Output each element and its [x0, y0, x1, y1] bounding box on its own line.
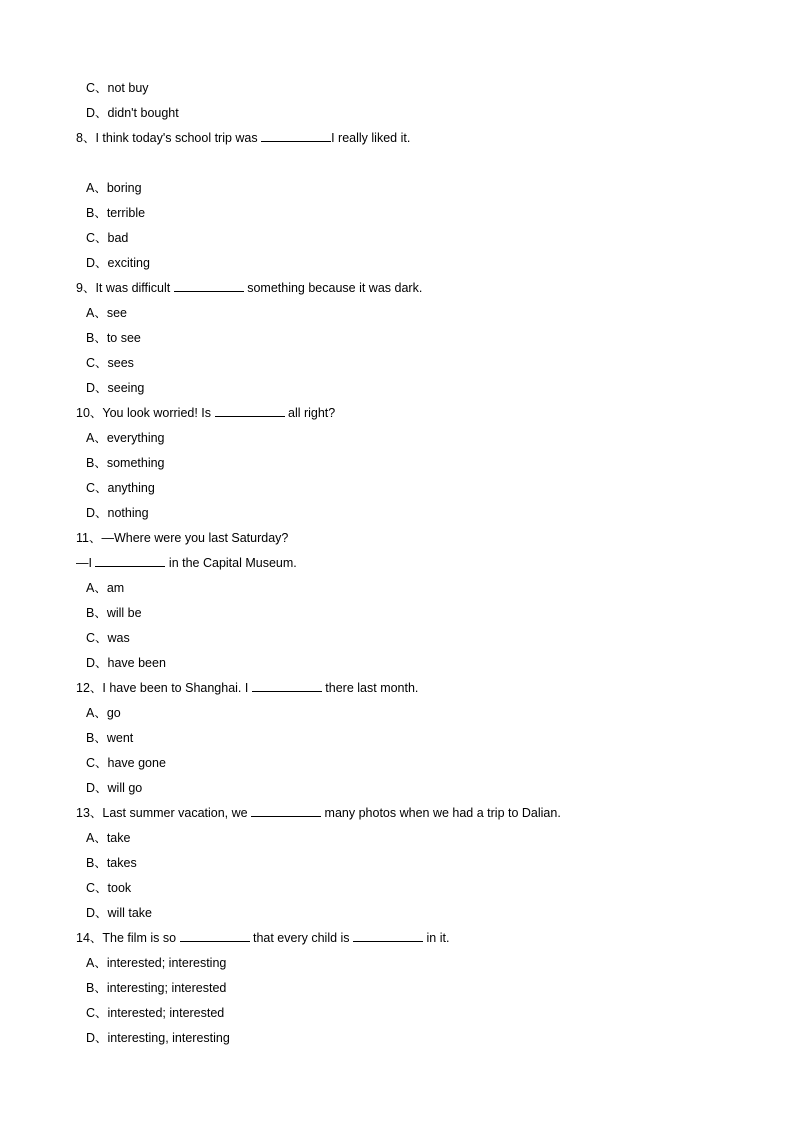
- line-text: C、anything: [86, 481, 155, 495]
- answer-option: [86, 226, 128, 251]
- line-text: C、was: [86, 631, 130, 645]
- answer-option: [86, 626, 130, 651]
- line-text: C、have gone: [86, 756, 166, 770]
- answer-option: [86, 976, 226, 1001]
- line-text: 8、I think today's school trip was: [76, 131, 262, 145]
- line-text: in it.: [423, 931, 450, 945]
- question-stem: [76, 401, 335, 426]
- answer-option: [86, 951, 226, 976]
- answer-option: [86, 651, 166, 676]
- answer-option: [86, 901, 152, 926]
- line-text: B、went: [86, 731, 134, 745]
- line-text: 12、I have been to Shanghai. I: [76, 681, 252, 695]
- line-text: 14、The film is so: [76, 931, 180, 945]
- line-text: B、terrible: [86, 206, 146, 220]
- line-text: B、interesting; interested: [86, 981, 227, 995]
- answer-option: [86, 851, 137, 876]
- answer-option: [86, 426, 165, 451]
- question-stem: [76, 276, 422, 301]
- answer-option: [86, 476, 155, 501]
- line-text: B、will be: [86, 606, 142, 620]
- answer-option: [86, 601, 142, 626]
- line-text: D、interesting, interesting: [86, 1031, 230, 1045]
- line-text: D、exciting: [86, 256, 150, 270]
- answer-option: [86, 251, 150, 276]
- answer-option: [86, 501, 149, 526]
- line-text: B、to see: [86, 331, 141, 345]
- line-text: D、didn't bought: [86, 106, 179, 120]
- line-text: B、takes: [86, 856, 137, 870]
- answer-option: [86, 776, 142, 801]
- line-text: something because it was dark.: [243, 281, 423, 295]
- line-text: C、interested; interested: [86, 1006, 225, 1020]
- line-text: A、go: [86, 706, 121, 720]
- answer-option: [86, 701, 121, 726]
- answer-option: [86, 726, 133, 751]
- answer-blank: [261, 129, 331, 142]
- answer-option: [86, 201, 145, 226]
- answer-blank: [215, 404, 285, 417]
- line-text: C、took: [86, 881, 132, 895]
- line-text: in the Capital Museum.: [165, 556, 297, 570]
- answer-option: [86, 451, 165, 476]
- answer-option: [86, 376, 144, 401]
- answer-option: [86, 826, 130, 851]
- answer-option: [86, 76, 149, 101]
- line-text: D、seeing: [86, 381, 145, 395]
- line-text: I really liked it.: [331, 131, 411, 145]
- line-text: C、sees: [86, 356, 134, 370]
- question-stem: [76, 526, 288, 551]
- line-text: that every child is: [249, 931, 354, 945]
- line-text: A、interested; interesting: [86, 956, 227, 970]
- line-text: D、nothing: [86, 506, 149, 520]
- answer-option: [86, 876, 131, 901]
- answer-blank: [180, 929, 250, 942]
- line-text: C、not buy: [86, 81, 149, 95]
- line-text: there last month.: [321, 681, 419, 695]
- line-text: A、everything: [86, 431, 165, 445]
- line-text: 13、Last summer vacation, we: [76, 806, 252, 820]
- answer-option: [86, 326, 141, 351]
- question-stem: [76, 676, 418, 701]
- question-stem: [76, 801, 561, 826]
- answer-blank: [251, 804, 321, 817]
- answer-option: [86, 1001, 224, 1026]
- line-text: B、something: [86, 456, 165, 470]
- answer-option: [86, 1026, 230, 1051]
- answer-option: [86, 576, 124, 601]
- answer-option: [86, 301, 127, 326]
- answer-option: [86, 351, 134, 376]
- answer-option: [86, 751, 166, 776]
- line-text: D、have been: [86, 656, 166, 670]
- line-text: all right?: [284, 406, 336, 420]
- line-text: 10、You look worried! Is: [76, 406, 215, 420]
- answer-blank: [353, 929, 423, 942]
- line-text: A、boring: [86, 181, 142, 195]
- question-stem: [76, 926, 449, 951]
- line-text: —I: [76, 556, 96, 570]
- dialogue-line: [76, 551, 297, 576]
- answer-option: [86, 176, 142, 201]
- line-text: D、will go: [86, 781, 143, 795]
- line-text: D、will take: [86, 906, 152, 920]
- line-text: 9、It was difficult: [76, 281, 174, 295]
- answer-blank: [252, 679, 322, 692]
- answer-option: [86, 101, 179, 126]
- line-text: A、take: [86, 831, 131, 845]
- line-text: 11、—Where were you last Saturday?: [76, 531, 289, 545]
- line-text: C、bad: [86, 231, 129, 245]
- line-text: A、see: [86, 306, 127, 320]
- answer-blank: [95, 554, 165, 567]
- line-text: A、am: [86, 581, 125, 595]
- answer-blank: [174, 279, 244, 292]
- question-stem: [76, 126, 410, 151]
- line-text: many photos when we had a trip to Dalian.: [321, 806, 561, 820]
